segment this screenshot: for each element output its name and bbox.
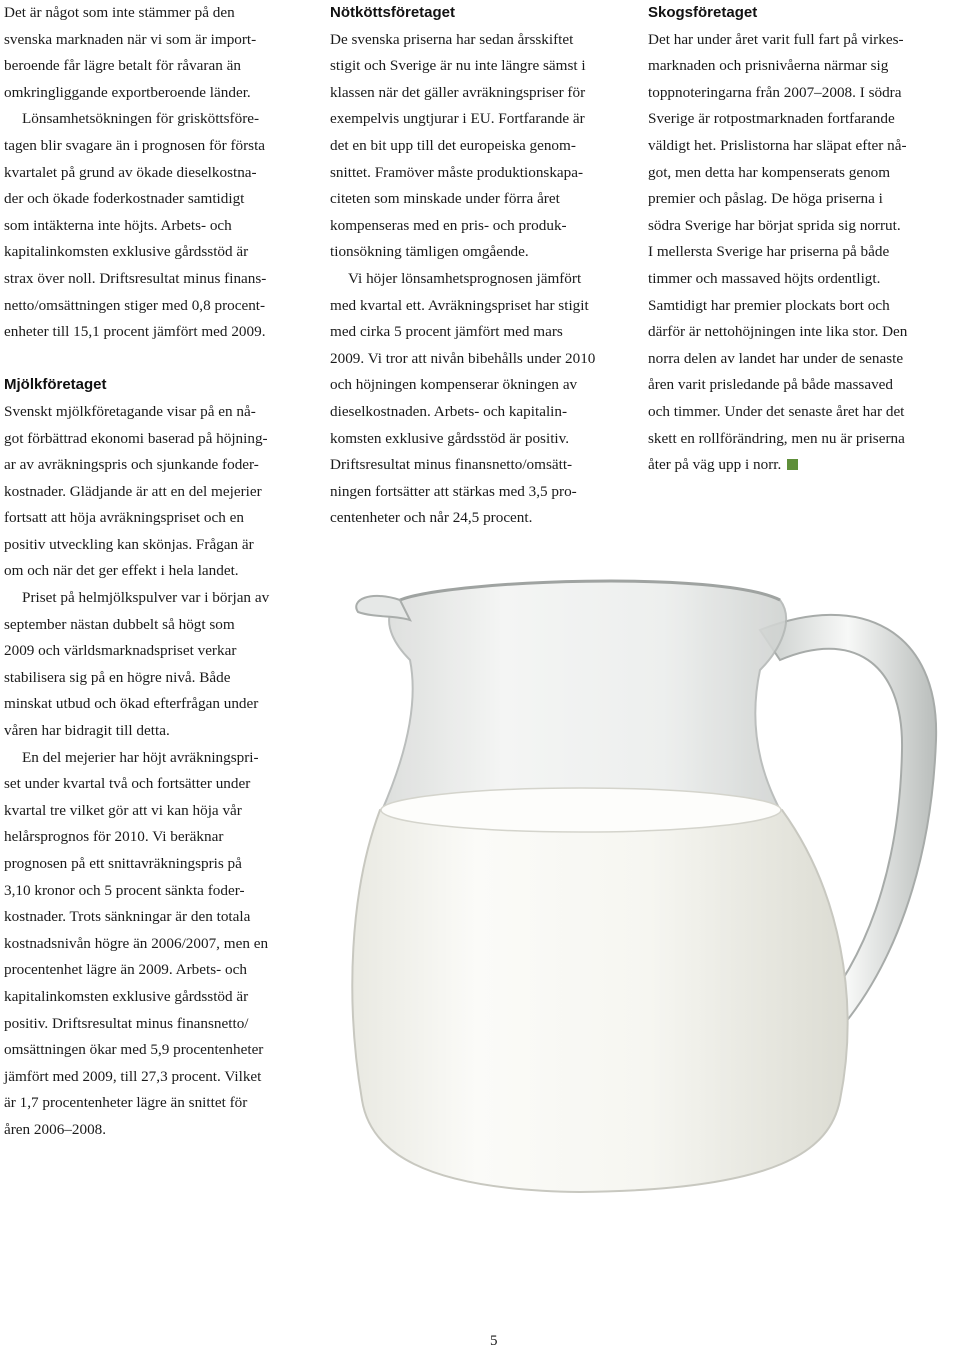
text-line: Det är något som inte stämmer på den — [4, 4, 235, 21]
section-heading: Skogsföretaget — [648, 4, 758, 21]
milk-jug-image — [340, 560, 950, 1200]
text-line: svenska marknaden när vi som är import- — [4, 30, 257, 48]
text-line: Det har under året varit full fart på virkes- — [648, 30, 904, 48]
page-number: 5 — [490, 1333, 498, 1349]
text-line: De svenska priserna har sedan årsskiftet — [330, 30, 574, 48]
text-line: toppnoteringarna från 2007–2008. I södra — [648, 83, 902, 101]
text-line: jämfört med 2009, till 27,3 procent. Vilket — [4, 1067, 262, 1085]
text-line: tionsökning tämligen omgående. — [330, 243, 529, 261]
text-line: Samtidigt har premier plockats bort och — [648, 296, 890, 314]
text-line: premier och påslag. De höga priserna i — [648, 190, 883, 208]
section-heading: Nötköttsföretaget — [330, 4, 456, 21]
text-line: got, men detta har kompenserats genom — [648, 163, 891, 181]
text-line: Driftsresultat minus finansnetto/omsätt- — [330, 456, 573, 474]
text-line: norra delen av landet har under de senaste — [648, 349, 904, 367]
text-line: med cirka 5 procent jämfört med mars — [330, 323, 563, 341]
text-line: det en bit upp till det europeiska genom- — [330, 136, 576, 154]
text-line: prognosen på ett snittavräkningspris på — [4, 855, 242, 872]
text-line: Sverige är rotpostmarknaden fortfarande — [648, 110, 895, 128]
text-line: enheter till 15,1 procent jämfört med 2009. — [4, 323, 266, 341]
text-line: våren har bidragit till detta. — [4, 722, 170, 740]
text-line: Priset på helmjölkspulver var i början av — [22, 589, 270, 607]
text-line: netto/omsättningen stiger med 0,8 procent- — [4, 296, 266, 314]
text-line: helårsprognos för 2010. Vi beräknar — [4, 828, 224, 846]
text-line: Vi höjer lönsamhetsprognosen jämfört — [348, 269, 582, 287]
text-line: åren 2006–2008. — [4, 1120, 107, 1138]
text-line: der och ökade foderkostnader samtidigt — [4, 190, 245, 208]
text-line: kompenseras med en pris- och produk- — [330, 216, 567, 234]
paragraph-gap — [4, 346, 304, 373]
text-line: beroende får lägre betalt för råvaran än — [4, 57, 241, 75]
text-line: positiv. Driftsresultat minus finansnetto/ — [4, 1014, 249, 1032]
text-line: komsten exklusive gårdsstöd är positiv. — [330, 429, 570, 447]
text-line: exempelvis ungtjurar i EU. Fortfarande är — [330, 110, 585, 128]
jug-milk — [352, 791, 847, 1192]
text-line: timmer och massaved höjts ordentligt. — [648, 269, 881, 287]
text-line: åren varit prisledande på både massaved — [648, 376, 894, 394]
text-line: och timmer. Under det senaste året har det — [648, 402, 905, 420]
text-line: stabilisera sig på en högre nivå. Både — [4, 668, 231, 686]
text-line: och höjningen kompenserar ökningen av — [330, 376, 578, 394]
column-right — [648, 0, 948, 479]
text-line: set under kvartal två och fortsätter under — [4, 775, 251, 793]
text-line: är 1,7 procentenheter lägre än snittet för — [4, 1094, 248, 1112]
section-heading: Mjölkföretaget — [4, 376, 107, 394]
text-line: kvartal tre vilket gör att vi kan höja vår — [4, 801, 242, 819]
text-line: väldigt het. Prislistorna har släpat efter nå- — [648, 136, 907, 154]
text-line: got förbättrad ekonomi baserad på höjning- — [4, 429, 268, 447]
text-line: omsättningen ökar med 5,9 procentenheter — [4, 1041, 264, 1059]
text-line: 2009. Vi tror att nivån bibehålls under 2010 — [330, 349, 596, 367]
milk-surface — [381, 788, 781, 832]
text-line: Svenskt mjölkföretagande visar på en nå- — [4, 402, 256, 420]
text-line: med kvartal ett. Avräkningspriset har stigit — [330, 296, 589, 314]
text-line: åter på väg upp i norr. — [648, 452, 948, 479]
text-line: 2009 och världsmarknadspriset verkar — [4, 642, 237, 660]
text-line: marknaden och prisnivåerna närmar sig — [648, 57, 889, 75]
text-line: ar av avräkningspris och sjunkande foder- — [4, 456, 259, 474]
text-line: 3,10 kronor och 5 procent sänkta foder- — [4, 881, 245, 899]
text-line: som intäkterna inte höjts. Arbets- och — [4, 216, 232, 234]
column-middle — [330, 0, 630, 532]
text-line: därför är nettohöjningen inte lika stor. Den — [648, 323, 908, 341]
column-left — [4, 0, 304, 1144]
text-line: citeten som minskade under förra året — [330, 190, 560, 208]
text-line: snittet. Framöver måste produktionskapa- — [330, 163, 584, 181]
text-line: stigit och Sverige är nu inte längre sämst i — [330, 57, 586, 75]
text-line: tagen blir svagare än i prognosen för första — [4, 136, 266, 154]
text-line: omkringliggande exportberoende länder. — [4, 83, 251, 101]
text-line: kostnadsnivån högre än 2006/2007, men en — [4, 934, 269, 952]
jug-glass — [380, 581, 786, 815]
text-line: I mellersta Sverige har priserna på både — [648, 243, 890, 261]
text-line: klassen när det gäller avräkningspriser för — [330, 83, 586, 101]
text-line: centenheter och når 24,5 procent. — [330, 509, 533, 527]
end-of-article-mark — [787, 459, 798, 470]
text-line: södra Sverige har börjat sprida sig norrut. — [648, 216, 901, 234]
text-line: strax över noll. Driftsresultat minus finans- — [4, 269, 267, 287]
text-line: september nästan dubbelt så högt som — [4, 615, 235, 633]
text-line: kapitalinkomsten exklusive gårdsstöd är — [4, 243, 249, 261]
text-line: om och när det ger effekt i hela landet. — [4, 562, 239, 580]
text-line: skett en rollförändring, men nu är priserna — [648, 429, 905, 447]
text-line: En del mejerier har höjt avräkningspri- — [22, 748, 259, 766]
text-line: dieselkostnaden. Arbets- och kapitalin- — [330, 402, 568, 420]
text-line: kostnader. Trots sänkningar är den totala — [4, 908, 251, 926]
text-line: fortsatt att höja avräkningspriset och en — [4, 509, 244, 527]
text-line: kostnader. Glädjande är att en del mejerier — [4, 482, 262, 500]
text-line: procentenhet lägre än 2009. Arbets- och — [4, 961, 247, 979]
text-line: positiv utveckling kan skönjas. Frågan är — [4, 535, 254, 553]
text-line: ningen fortsätter att stärkas med 3,5 pro- — [330, 482, 577, 500]
text-line: kapitalinkomsten exklusive gårdsstöd är — [4, 987, 249, 1005]
text-line: Lönsamhetsökningen för grisköttsföre- — [22, 110, 260, 128]
text-line: minskat utbud och ökad efterfrågan under — [4, 695, 259, 713]
text-line: kvartalet på grund av ökade dieselkostna- — [4, 163, 257, 181]
